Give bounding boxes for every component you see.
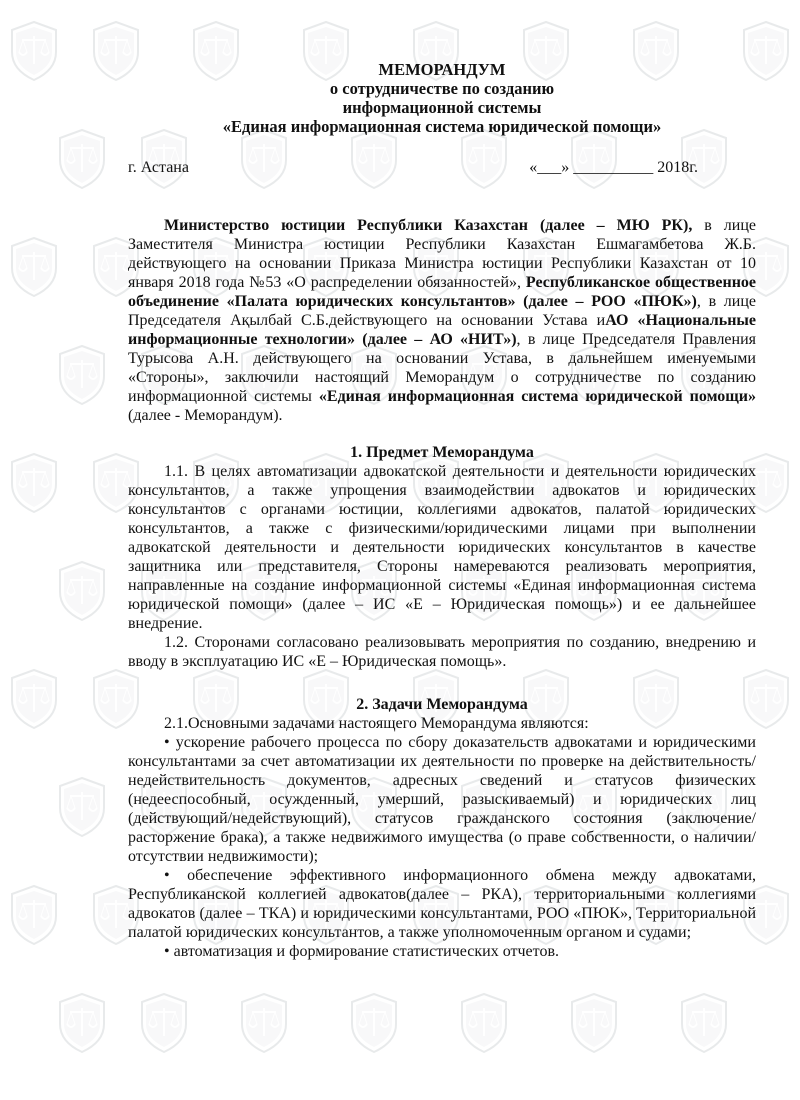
party-nit: АО «Национальные информационные технологии» (далее – АО «НИТ») bbox=[128, 312, 757, 348]
bullet-icon: • bbox=[164, 734, 170, 751]
party-ministry: Министерство юстиции Республики Казахстан (далее – МЮ РК), bbox=[164, 217, 693, 234]
date-field: «___» __________ 2018г. bbox=[529, 159, 698, 176]
list-item bbox=[128, 866, 756, 942]
preamble-text: (далее - Меморандум). bbox=[128, 407, 283, 424]
preamble-text: , в лице Председателя Ақылбай С.Б.действующего на основании Устава и bbox=[128, 293, 757, 329]
list-item-text: обеспечение эффективного информационного обмена между адвокатами, Республиканской коллегией адвокатов(далее – РКА), территориальными коллегиями адвокатов (далее – ТКА) и юридическими консультантами, РОО «ПЮК», Территориальной палатой юридических консультантов, а также уполномоченным органом и судами; bbox=[128, 867, 757, 941]
clause-2-1-lead: 2.1.Основными задачами настоящего Меморандума являются: bbox=[164, 715, 589, 732]
preamble-text: , в лице Председателя Правления Турысова А.Н. действующего на основании Устава, в дальнейшем именуемыми «Стороны», заключили настоящий Меморандум о сотрудничестве по созданию информационной системы bbox=[128, 331, 757, 405]
justice-scales-seal-icon bbox=[138, 992, 190, 1054]
system-name: «Единая информационная система юридической помощи» bbox=[318, 388, 756, 405]
clause-1-2: 1.2. Сторонами согласовано реализовывать мероприятия по созданию, внедрению и вводу в эксплуатацию ИС «Е – Юридическая помощь». bbox=[128, 634, 756, 670]
justice-scales-seal-icon bbox=[348, 992, 400, 1054]
justice-scales-seal-icon bbox=[56, 344, 108, 406]
justice-scales-seal-icon bbox=[56, 992, 108, 1054]
title-line: «Единая информационная система юридической помощи» bbox=[222, 117, 662, 136]
place-date-row bbox=[128, 158, 756, 178]
memorandum-body bbox=[128, 60, 756, 961]
title-line: информационной системы bbox=[342, 98, 542, 117]
justice-scales-seal-icon bbox=[8, 884, 60, 946]
justice-scales-seal-icon bbox=[238, 992, 290, 1054]
justice-scales-seal-icon bbox=[8, 236, 60, 298]
justice-scales-seal-icon bbox=[8, 452, 60, 514]
justice-scales-seal-icon bbox=[56, 560, 108, 622]
party-chamber: Республиканское общественное объединение «Палата юридических консультантов» (далее – РОО «ПЮК») bbox=[128, 274, 757, 310]
bullet-icon: • bbox=[164, 943, 170, 960]
justice-scales-seal-icon bbox=[8, 20, 60, 82]
title-line: МЕМОРАНДУМ bbox=[378, 60, 506, 79]
list-item bbox=[128, 733, 756, 866]
document-title bbox=[128, 60, 756, 136]
preamble-text: в лице Заместителя Министра юстиции Республики Казахстан Ешмагамбетова Ж.Б. действующего на основании Приказа Министра юстиции Республики Казахстан от 10 января 2018 года №53 «О распределении обязанностей», bbox=[128, 217, 757, 291]
justice-scales-seal-icon bbox=[56, 128, 108, 190]
list-item bbox=[128, 942, 756, 961]
list-item-text: ускорение рабочего процесса по сбору доказательств адвокатами и юридическими консультантами за счет автоматизации их деятельности по проверке на действительность/недействительность документов, адресных сведений и статусов физических (недееспособный, осужденный, умерший, разыскиваемый) и юридических лиц (действующий/недействующий), статусов гражданского состояния (заключение/расторжение брака), а также недвижимого имущества (о праве собственности, о наличии/отсутствии недвижимости); bbox=[128, 734, 756, 865]
justice-scales-seal-icon bbox=[56, 776, 108, 838]
section-heading: 2. Задачи Меморандума bbox=[356, 696, 528, 713]
preamble-paragraph bbox=[128, 216, 756, 425]
justice-scales-seal-icon bbox=[678, 992, 730, 1054]
justice-scales-seal-icon bbox=[458, 992, 510, 1054]
title-line: о сотрудничестве по созданию bbox=[329, 79, 555, 98]
bullet-icon: • bbox=[164, 867, 170, 884]
justice-scales-seal-icon bbox=[568, 992, 620, 1054]
section-heading: 1. Предмет Меморандума bbox=[350, 444, 534, 461]
city: г. Астана bbox=[128, 159, 189, 176]
list-item-text: автоматизация и формирование статистических отчетов. bbox=[173, 943, 559, 960]
clause-1-1: 1.1. В целях автоматизации адвокатской деятельности и деятельности юридических консультантов, а также упрощения взаимодействии адвокатов и юридических консультантов с органами юстиции, коллегиями адвокатов, палатой юридических консультантов, а также с физическими/юридическими лицами при выполнении адвокатской деятельности и деятельности юридических консультантов в качестве защитника или представителя, Стороны намереваются реализовать мероприятия, направленные на создание информационной системы «Единая информационная система юридической помощи» (далее – ИС «Е – Юридическая помощь») и ее дальнейшее внедрение. bbox=[128, 463, 756, 632]
justice-scales-seal-icon bbox=[8, 668, 60, 730]
